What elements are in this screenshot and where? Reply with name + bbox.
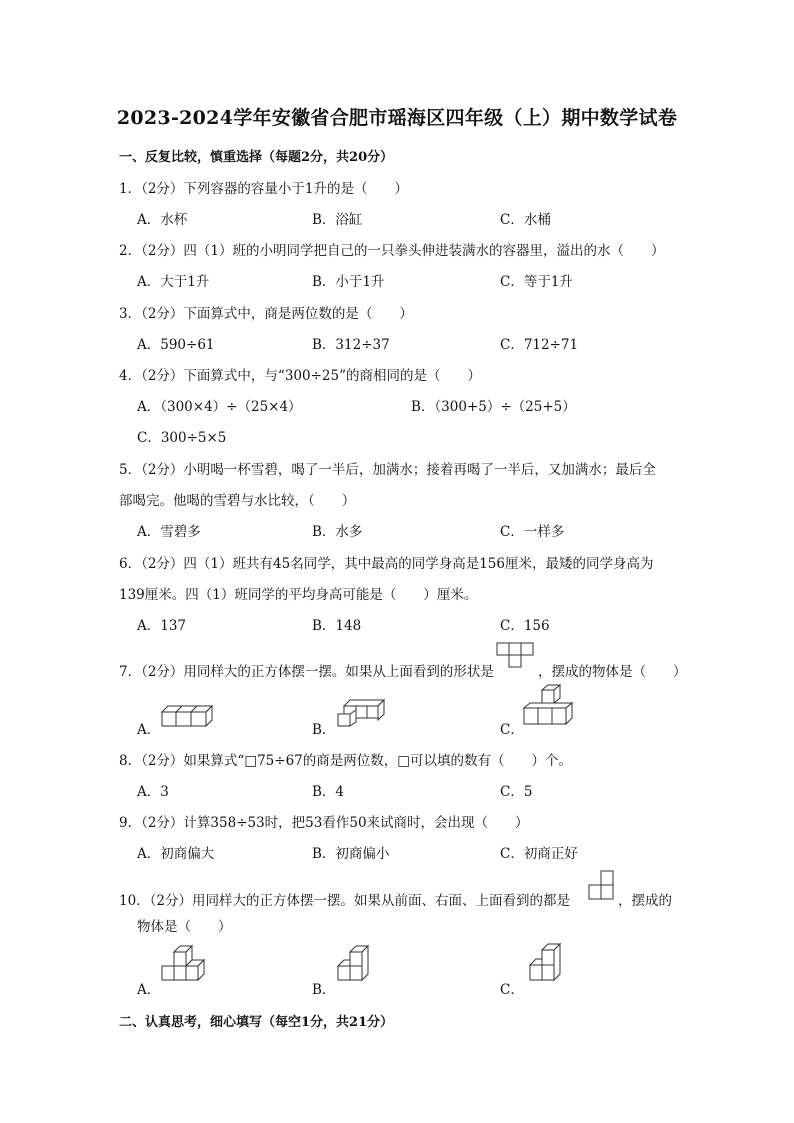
question-7-option-a: A． bbox=[137, 722, 161, 738]
question-1-option-c: C．水桶 bbox=[500, 212, 551, 228]
question-8-option-c: C．5 bbox=[500, 784, 533, 800]
question-2-option-c: C．等于1升 bbox=[500, 274, 573, 290]
question-2-option-a: A．大于1升 bbox=[137, 274, 210, 290]
question-9-stem: 9．（2分）计算358÷53时，把53看作50来试商时，会出现（ ） bbox=[119, 815, 529, 831]
question-3-option-b: B．312÷37 bbox=[312, 337, 390, 353]
question-6-option-a: A．137 bbox=[137, 618, 187, 634]
question-7-stem-tail: ，摆成的物体是（ ） bbox=[538, 664, 687, 680]
question-5-option-a: A．雪碧多 bbox=[137, 524, 201, 540]
question-6-option-c: C．156 bbox=[500, 618, 550, 634]
question-3-stem: 3．（2分）下面算式中，商是两位数的是（ ） bbox=[119, 306, 413, 322]
question-10-option-b: B． bbox=[312, 982, 336, 998]
question-10-stem: 10．（2分）用同样大的正方体摆一摆。如果从前面、右面、上面看到的都是 bbox=[119, 893, 571, 909]
question-10-stem-tail: ，摆成的 bbox=[618, 893, 672, 909]
question-9-option-a: A．初商偏大 bbox=[137, 846, 215, 862]
question-6-stem-line2: 139厘米。四（1）班同学的平均身高可能是（ ）厘米。 bbox=[119, 587, 478, 603]
question-10-stem-line2: 物体是（ ） bbox=[137, 919, 232, 935]
option-b-cube-figure bbox=[336, 696, 388, 730]
question-5-option-c: C．一样多 bbox=[500, 524, 565, 540]
question-8-option-a: A．3 bbox=[137, 784, 169, 800]
question-6-stem: 6．（2分）四（1）班共有45名同学，其中最高的同学身高是156厘米，最矮的同学身高为 bbox=[119, 556, 654, 572]
question-4-option-c: C．300÷5×5 bbox=[137, 430, 227, 446]
question-9-option-c: C．初商正好 bbox=[500, 846, 578, 862]
question-4-option-b: B．（300+5）÷（25+5） bbox=[411, 399, 576, 415]
question-7-option-b: B． bbox=[312, 722, 336, 738]
question-10-option-c: C． bbox=[500, 982, 524, 998]
question-3-option-c: C．712÷71 bbox=[500, 337, 579, 353]
option-a-cube-figure bbox=[160, 700, 216, 730]
section-heading-2: 二、认真思考，细心填写（每空1分，共21分） bbox=[119, 1015, 394, 1030]
section-heading-1: 一、反复比较，慎重选择（每题2分，共20分） bbox=[119, 150, 394, 165]
question-3-option-a: A．590÷61 bbox=[137, 337, 215, 353]
question-8-stem: 8．（2分）如果算式“□75÷67的商是两位数，□可以填的数有（ ）个。 bbox=[119, 753, 573, 769]
question-4-option-a: A．（300×4）÷（25×4） bbox=[137, 399, 302, 415]
question-1-stem: 1．（2分）下列容器的容量小于1升的是（ ） bbox=[119, 181, 409, 197]
view-shape-figure bbox=[586, 868, 616, 902]
question-1-option-b: B．浴缸 bbox=[312, 212, 363, 228]
option-a-stack-figure bbox=[160, 944, 208, 988]
question-2-stem: 2．（2分）四（1）班的小明同学把自己的一只拳头伸进装满水的容器里，溢出的水（ ） bbox=[119, 243, 665, 259]
option-c-stack-figure bbox=[522, 942, 568, 988]
question-5-stem-line2: 部喝完。他喝的雪碧与水比较，（ ） bbox=[119, 493, 356, 509]
top-view-figure bbox=[495, 641, 537, 669]
option-c-cube-figure bbox=[522, 684, 576, 728]
exam-title: 2023-2024学年安徽省合肥市瑶海区四年级（上）期中数学试卷 bbox=[116, 107, 678, 129]
question-4-stem: 4．（2分）下面算式中，与“300÷25”的商相同的是（ ） bbox=[119, 368, 481, 384]
option-b-stack-figure bbox=[336, 944, 376, 988]
question-10-option-a: A． bbox=[137, 982, 161, 998]
question-7-stem: 7．（2分）用同样大的正方体摆一摆。如果从上面看到的形状是 bbox=[119, 664, 494, 680]
question-5-option-b: B．水多 bbox=[312, 524, 363, 540]
question-7-option-c: C． bbox=[500, 722, 524, 738]
question-1-option-a: A．水杯 bbox=[137, 212, 188, 228]
question-8-option-b: B．4 bbox=[312, 784, 345, 800]
question-9-option-b: B．初商偏小 bbox=[312, 846, 390, 862]
question-5-stem: 5．（2分）小明喝一杯雪碧，喝了一半后，加满水；接着再喝了一半后，又加满水；最后全 bbox=[119, 462, 656, 478]
question-2-option-b: B．小于1升 bbox=[312, 274, 385, 290]
question-6-option-b: B．148 bbox=[312, 618, 362, 634]
